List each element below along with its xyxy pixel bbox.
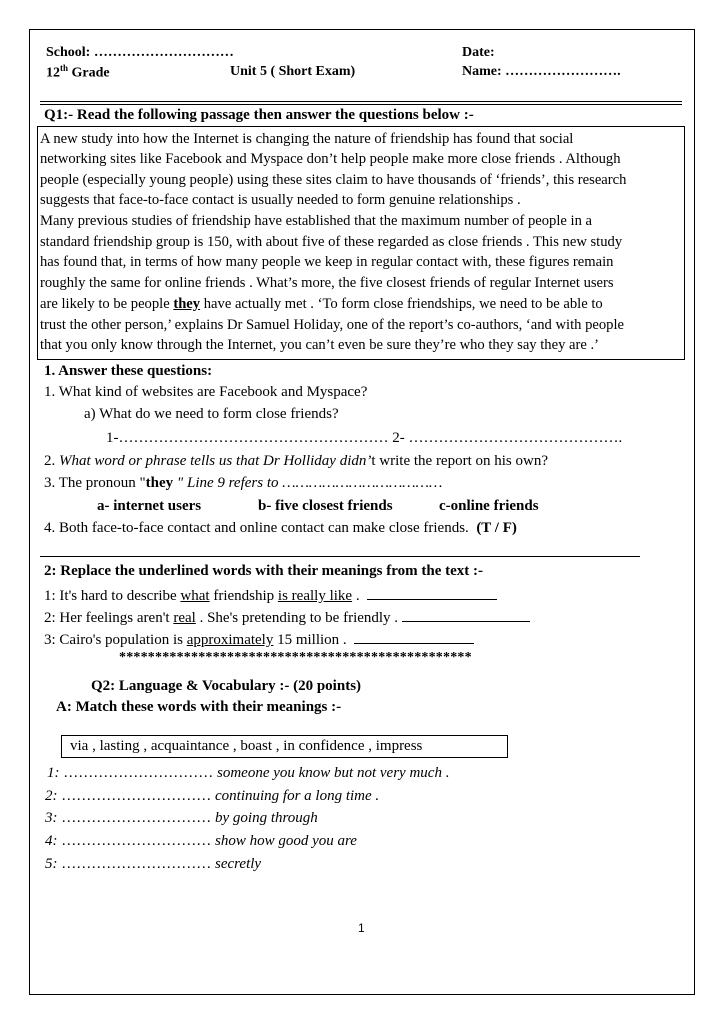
unit-title: Unit 5 ( Short Exam)	[230, 64, 356, 79]
question-1a-blanks: 1-……………………………………………… 2- …………………………………….	[106, 430, 623, 446]
passage-line: people (especially young people) using these sites claim to have thousands of ‘friends’, this research	[40, 172, 627, 188]
match-item: 4: ………………………… show how good you are	[45, 833, 357, 849]
answer-blank	[402, 607, 530, 622]
word-bank: via , lasting , acquaintance , boast , in confidence , impress	[70, 738, 423, 754]
grade-label: 12th Grade	[46, 63, 110, 81]
header-rule-top	[40, 101, 682, 102]
q2-title: Q2: Language & Vocabulary :- (20 points)	[91, 678, 362, 694]
passage-line: suggests that face-to-face contact is usually needed to form genuine relationships .	[40, 192, 521, 208]
question-2: 2. What word or phrase tells us that Dr Holliday didn’t write the report on his own?	[44, 453, 548, 469]
replace-sentence-2: 2: Her feelings aren't real . She's pretending to be friendly .	[44, 607, 530, 627]
passage-line: that you only know through the Internet, you can’t even be sure they’re who they say they are .’	[40, 337, 599, 353]
replace-sentence-3: 3: Cairo's population is approximately 15 million .	[44, 629, 474, 649]
match-item: 5: ………………………… secretly	[45, 856, 262, 872]
question-1a: a) What do we need to form close friends?	[84, 406, 339, 422]
passage-line: Many previous studies of friendship have established that the maximum number of people in a	[40, 213, 593, 229]
page-number: 1	[358, 921, 365, 935]
passage-line: standard friendship group is 150, with about five of these regarded as close friends . This new study	[40, 234, 623, 250]
passage-line: roughly the same for online friends . What’s more, the five closest friends of regular Internet users	[40, 275, 614, 291]
match-item: 3: ………………………… by going through	[45, 810, 318, 826]
question-3: 3. The pronoun "they " Line 9 refers to ………………………………	[44, 475, 443, 491]
replace-sentence-1: 1: It's hard to describe what friendship is really like .	[44, 585, 497, 605]
match-item: 2: ………………………… continuing for a long time .	[45, 788, 380, 804]
star-separator: *************************************************	[119, 650, 472, 665]
header-rule-bottom	[40, 104, 682, 105]
match-item: 1: ………………………… someone you know but not very much .	[47, 765, 450, 781]
option-b: b- five closest friends	[258, 498, 393, 514]
answer-blank	[367, 585, 497, 600]
section-divider	[40, 556, 640, 557]
option-a: a- internet users	[97, 498, 202, 514]
passage-line: A new study into how the Internet is changing the nature of friendship has found that social	[40, 131, 574, 147]
school-field: School: …………………………	[46, 45, 234, 60]
pronoun-they: they	[173, 296, 201, 312]
question-4: 4. Both face-to-face contact and online contact can make close friends. (T / F)	[44, 520, 517, 536]
answer-heading: 1. Answer these questions:	[44, 363, 213, 379]
passage-line: networking sites like Facebook and Myspace don’t help people make more close friends . Although	[40, 151, 621, 167]
replace-title: 2: Replace the underlined words with their meanings from the text :-	[44, 563, 483, 579]
answer-blank	[354, 629, 474, 644]
question-1: 1. What kind of websites are Facebook and Myspace?	[44, 384, 368, 400]
passage-line: are likely to be people they have actually met . ‘To form close friendships, we need to be able to	[40, 296, 603, 312]
name-field: Name: …………………….	[462, 64, 621, 79]
true-false-choice: (T / F)	[476, 520, 517, 536]
passage-line: has found that, in terms of how many people we keep in regular contact with, these figures remain	[40, 254, 614, 270]
option-c: c-online friends	[439, 498, 539, 514]
q2-subtitle: A: Match these words with their meanings :-	[56, 699, 342, 715]
date-field: Date:	[462, 45, 495, 60]
passage-line: trust the other person,’ explains Dr Samuel Holiday, one of the report’s co-authors, ‘and with people	[40, 317, 624, 333]
q1-title: Q1:- Read the following passage then answer the questions below :-	[44, 107, 474, 123]
